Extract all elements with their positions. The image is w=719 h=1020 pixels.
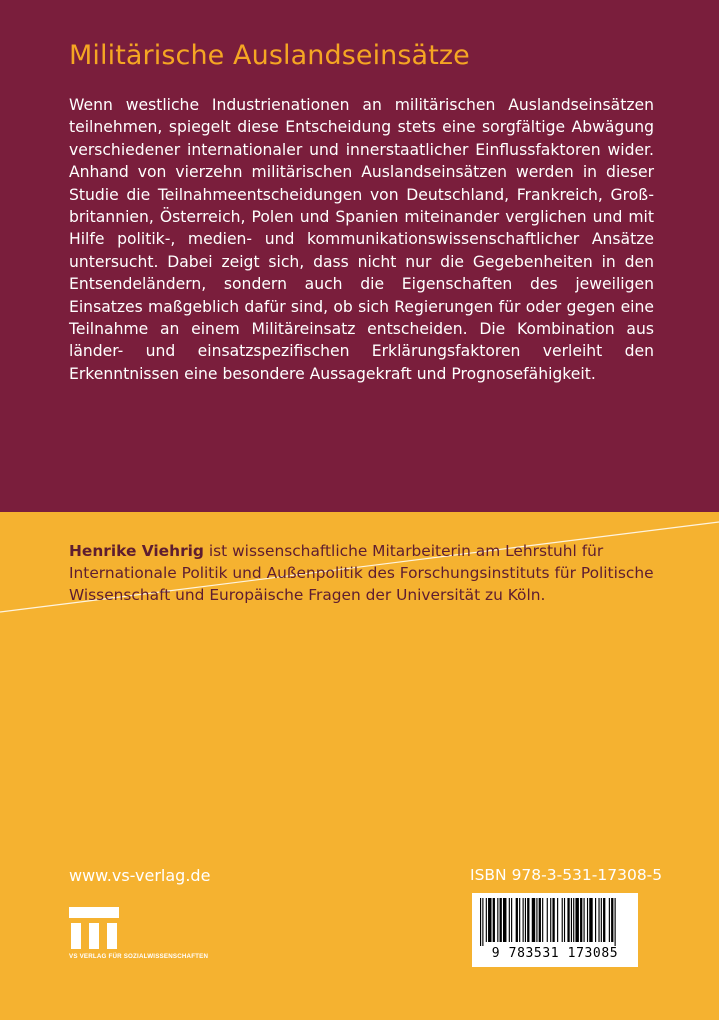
barcode-bar (525, 898, 526, 942)
author-bio (69, 540, 659, 606)
barcode-bar (571, 898, 572, 942)
barcode-bar (480, 898, 481, 946)
barcode (472, 893, 638, 967)
barcode-bar (580, 898, 582, 942)
barcode-bar (539, 898, 541, 942)
barcode-bar (573, 898, 574, 942)
barcode-bar (527, 898, 529, 942)
barcode-bar (516, 898, 518, 942)
barcode-bar (557, 898, 558, 942)
barcode-bar (603, 898, 605, 942)
barcode-bar (486, 898, 487, 942)
barcode-bar (587, 898, 588, 942)
barcode-bar (523, 898, 524, 942)
barcode-bar (609, 898, 610, 942)
barcode-bar (542, 898, 543, 942)
barcode-bar (598, 898, 599, 942)
barcode-bar (589, 898, 592, 942)
barcode-bar (552, 898, 554, 942)
barcode-bar (550, 898, 551, 942)
barcode-bar (511, 898, 512, 942)
barcode-icon (478, 898, 632, 946)
barcode-bar (482, 898, 483, 946)
barcode-digits: 9 783531 173085 (491, 946, 619, 961)
barcode-bar (601, 898, 602, 942)
isbn-number: ISBN 978-3-531-17308-5 (470, 866, 663, 884)
barcode-bar (536, 898, 537, 942)
barcode-bar (584, 898, 585, 942)
barcode-bar (611, 898, 613, 942)
barcode-bar (547, 898, 548, 942)
barcode-bar (503, 898, 506, 942)
publisher-name: VS VERLAG FÜR SOZIALWISSENSCHAFTEN (69, 953, 209, 960)
barcode-bar (567, 898, 569, 942)
barcode-bar (575, 898, 578, 942)
author-bio-text: ist wissenschaftliche Mitarbeiterin am Lehrstuhl für Internationale Politik und Außenpolitik des Forschungsinstituts für Politische Wissenschaft und Europäische Fragen der Universität zu Köln. (69, 542, 654, 604)
barcode-bar (509, 898, 510, 942)
barcode-bar (595, 898, 596, 942)
barcode-bar (497, 898, 498, 942)
barcode-bar (519, 898, 520, 942)
barcode-bar (532, 898, 535, 942)
book-title: Militärische Auslandseinsätze (69, 40, 470, 71)
author-name: Henrike Viehrig (69, 542, 204, 560)
publisher-url[interactable]: www.vs-verlag.de (69, 866, 211, 885)
barcode-bar (562, 898, 563, 942)
barcode-bar (615, 898, 616, 946)
barcode-bar (488, 898, 491, 942)
book-blurb: Wenn westliche Industrienationen an militärischen Auslandseinsätzen teilnehmen, spiegelt diese Entscheidung stets eine sorgfältige Abwägung verschiedener internationaler und innerstaatlicher Einflussfaktoren wider. Anhand von vierzehn militärischen Auslandseinsätzen werden in dieser Studie die Teilnahmeentscheidungen von Deutschland, Frankreich, Groß-britannien, Österreich, Polen und Spanien miteinander verglichen und mit Hilfe politik-, medien- und kommunikationswissenschaftlicher Ansätze untersucht. Dabei zeigt sich, dass nicht nur die Gegebenheiten in den Entsendeländern, sondern auch die Eigenschaften des jeweiligen Einsatzes maßgeblich dafür sind, ob sich Regierungen für oder gegen eine Teilnahme an einem Militäreinsatz entscheiden. Die Kombination aus länder- und einsatzspezifischen Erklärungsfaktoren verleiht den Erkenntnissen eine besondere Aussagekraft und Prognosefähigkeit. (69, 96, 654, 383)
barcode-bar (500, 898, 502, 942)
barcode-bar (493, 898, 495, 942)
barcode-bar (564, 898, 565, 942)
